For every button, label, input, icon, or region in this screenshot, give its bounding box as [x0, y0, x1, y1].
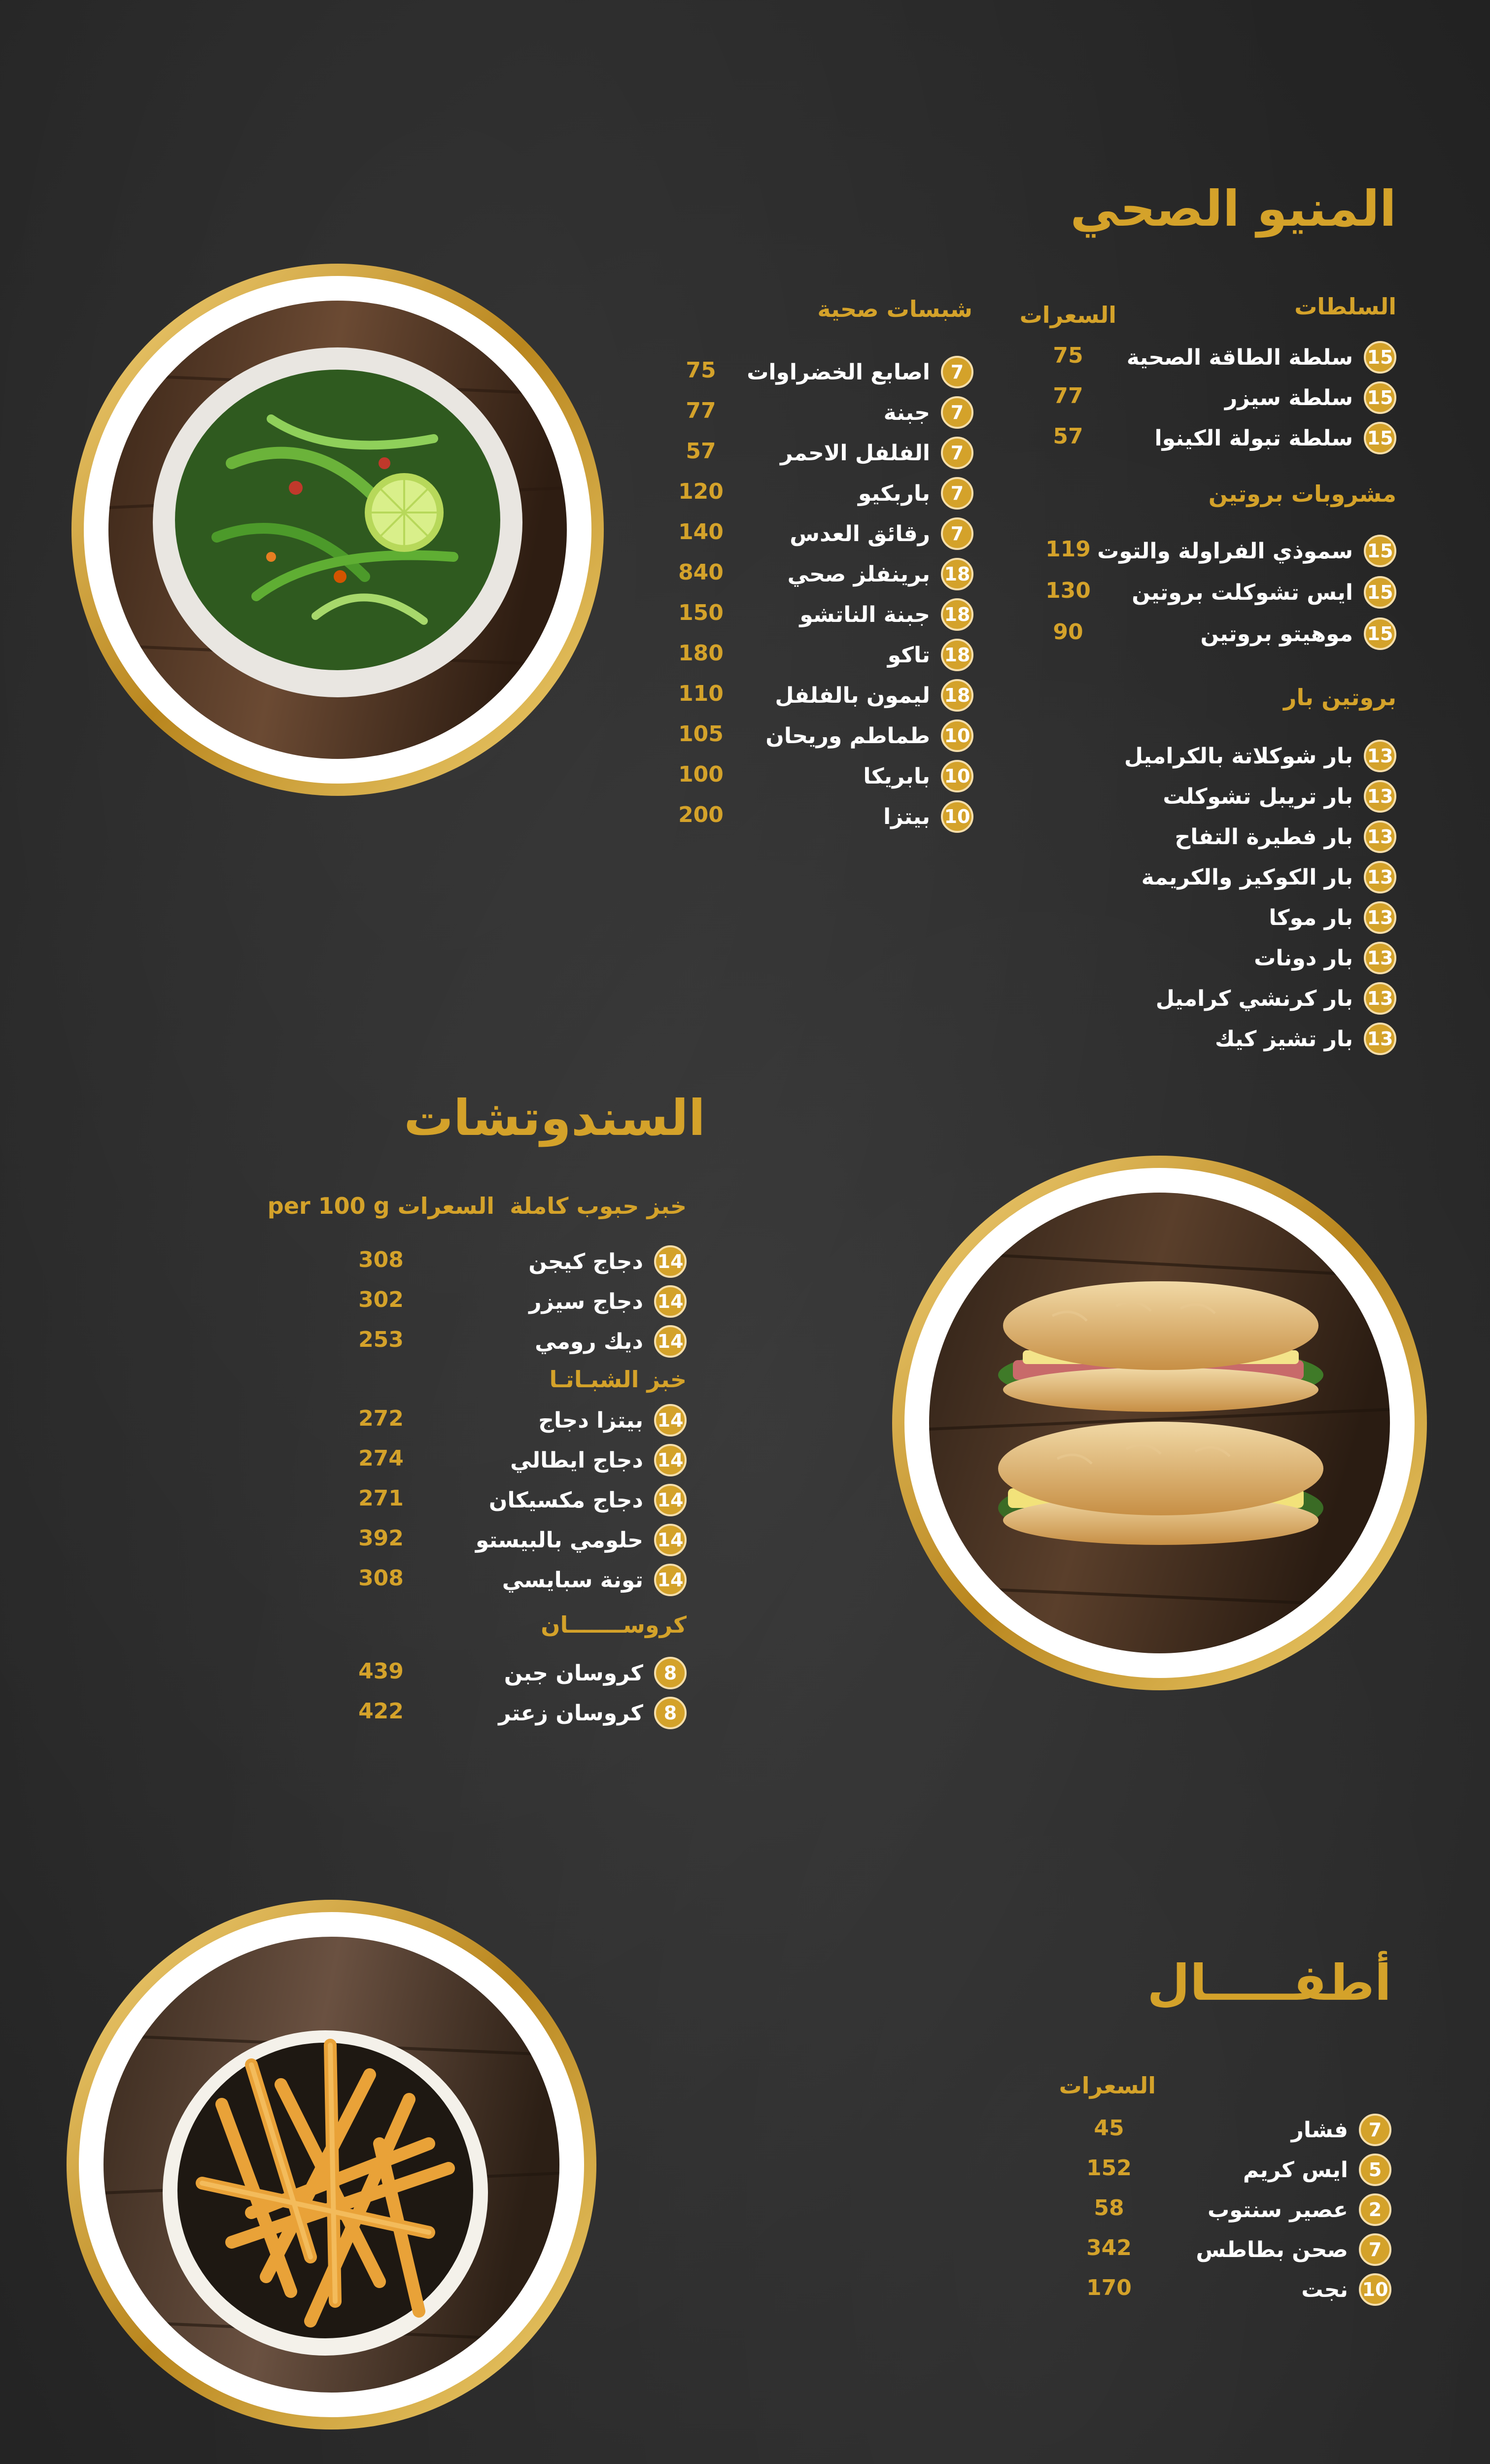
menu-item-name: ايس تشوكلت بروتين	[1132, 580, 1353, 605]
healthy-chips-heading: شبسات صحية	[817, 296, 972, 322]
menu-item	[1175, 820, 1396, 854]
salads-heading: السلطات	[1294, 293, 1396, 320]
menu-item	[498, 1696, 687, 1730]
calorie-badge: 7	[941, 477, 973, 510]
menu-item-name: سلطة سيزر	[1224, 385, 1353, 411]
menu-item	[1208, 2192, 1391, 2227]
calorie-badge: 10	[941, 800, 973, 833]
menu-item-name: بيتزا	[883, 804, 930, 829]
sandwich-prices-heading: السعرات per 100 g	[267, 1193, 494, 1219]
protein-drinks-heading: مشروبات بروتين	[1208, 480, 1396, 507]
calorie-badge: 10	[941, 760, 973, 792]
menu-item-price: 170	[1086, 2275, 1132, 2300]
menu-item	[538, 1403, 687, 1437]
calorie-badge: 7	[941, 517, 973, 550]
calorie-badge: 8	[654, 1697, 687, 1729]
menu-item-name: تونة سبايسي	[502, 1567, 643, 1593]
menu-item-price: 200	[678, 802, 724, 827]
menu-item-price: 57	[1053, 424, 1083, 449]
menu-item-price: 308	[358, 1247, 404, 1272]
menu-item-name: نجت	[1301, 2277, 1348, 2302]
menu-item	[1215, 1022, 1396, 1056]
menu-item-price: 120	[678, 479, 724, 504]
sandwiches-title: السندوتشات	[404, 1089, 705, 1147]
menu-item-name: تاكو	[887, 642, 930, 668]
menu-item-price: 45	[1094, 2116, 1124, 2141]
calorie-badge: 15	[1364, 535, 1396, 567]
whole-grain-heading: خبز حبوب كاملة	[510, 1193, 687, 1219]
calorie-badge: 5	[1359, 2154, 1391, 2186]
menu-item-price: 119	[1045, 537, 1091, 562]
calorie-badge: 7	[941, 437, 973, 469]
menu-item-price: 75	[1053, 343, 1083, 368]
calorie-badge: 10	[941, 719, 973, 752]
menu-item-name: ايس كريم	[1243, 2157, 1348, 2183]
calorie-badge: 13	[1364, 942, 1396, 974]
salad-bowl-image	[108, 301, 567, 759]
menu-item-price: 105	[678, 721, 724, 747]
kids-title: أطفـــــال	[1147, 1954, 1391, 2012]
menu-item	[489, 1483, 687, 1517]
fries-photo	[67, 1900, 596, 2430]
calorie-badge: 14	[654, 1285, 687, 1318]
menu-item	[1243, 2153, 1391, 2187]
croissant-heading: كروســـــــان	[541, 1611, 687, 1638]
menu-item-price: 130	[1045, 578, 1091, 603]
menu-item	[510, 1443, 687, 1477]
calorie-badge: 13	[1364, 1023, 1396, 1055]
menu-item	[535, 1324, 687, 1359]
menu-item-price: 274	[358, 1446, 404, 1471]
calorie-badge: 18	[941, 558, 973, 590]
sandwich-image	[929, 1193, 1390, 1653]
menu-item-name: برينفلز صحي	[787, 561, 930, 587]
calorie-badge: 13	[1364, 740, 1396, 772]
menu-item	[1142, 860, 1396, 894]
menu-item	[476, 1523, 687, 1557]
menu-item-name: بار الكوكيز والكريمة	[1141, 864, 1353, 890]
menu-item-price: 392	[358, 1526, 404, 1551]
protein-bars-heading: بروتين بار	[1283, 684, 1396, 711]
menu-item-price: 422	[358, 1699, 404, 1724]
menu-item-name: بار دونات	[1254, 945, 1353, 971]
menu-item	[1132, 575, 1396, 610]
menu-item	[1201, 616, 1396, 651]
menu-item-name: ديك رومي	[535, 1329, 643, 1354]
calorie-badge: 13	[1364, 982, 1396, 1015]
calorie-badge: 14	[654, 1444, 687, 1476]
menu-item	[788, 557, 973, 591]
calorie-badge: 15	[1364, 576, 1396, 609]
menu-item	[747, 355, 973, 389]
menu-item	[775, 678, 973, 713]
menu-item-name: حلومي بالبيستو	[475, 1527, 643, 1553]
menu-item-name: كروسان زعتر	[498, 1700, 643, 1726]
menu-item-price: 100	[678, 762, 724, 787]
calorie-badge: 18	[941, 679, 973, 712]
menu-item-name: دجاج مكسيكان	[488, 1487, 643, 1513]
menu-item-name: رقائق العدس	[790, 521, 930, 547]
calorie-badge: 2	[1359, 2193, 1391, 2226]
menu-item-name: عصير سنتوب	[1207, 2197, 1348, 2223]
menu-item-name: جبنة	[883, 400, 930, 425]
menu-item-name: بيتزا دجاج	[538, 1407, 643, 1433]
menu-item-price: 58	[1094, 2195, 1124, 2221]
calorie-badge: 14	[654, 1484, 687, 1516]
calorie-badge: 14	[654, 1245, 687, 1278]
menu-item-name: كروسان جبن	[504, 1660, 643, 1686]
fries-image	[104, 1937, 559, 2393]
menu-item	[1156, 981, 1396, 1016]
menu-item-price: 140	[678, 519, 724, 545]
calorie-badge: 13	[1364, 821, 1396, 853]
menu-item-name: الفلفل الاحمر	[780, 440, 930, 466]
menu-item-name: بابريكا	[863, 763, 930, 789]
menu-item	[1225, 380, 1396, 415]
kids-prices-heading: السعرات	[1059, 2072, 1156, 2099]
menu-item-name: بار تريبل تشوكلت	[1163, 784, 1353, 809]
menu-item	[1155, 421, 1396, 455]
salads-prices-heading: السعرات	[1019, 302, 1116, 328]
menu-item-name: بار شوكلاتة بالكراميل	[1124, 743, 1353, 769]
calorie-badge: 14	[654, 1564, 687, 1596]
menu-item-price: 840	[678, 560, 724, 585]
menu-item-name: دجاج ايطالي	[510, 1447, 643, 1473]
calorie-badge: 7	[1359, 2233, 1391, 2266]
menu-item	[1127, 340, 1396, 375]
menu-item	[765, 719, 973, 753]
menu-item	[1196, 2232, 1391, 2267]
calorie-badge: 15	[1364, 617, 1396, 650]
menu-item	[502, 1563, 687, 1597]
menu-item-price: 272	[358, 1406, 404, 1431]
calorie-badge: 13	[1364, 901, 1396, 934]
menu-item-price: 152	[1086, 2156, 1132, 2181]
menu-item	[780, 436, 973, 470]
menu-item-name: سلطة الطاقة الصحية	[1126, 344, 1353, 370]
menu-item-name: فشار	[1291, 2117, 1348, 2143]
menu-item-price: 180	[678, 641, 724, 666]
menu-item	[883, 799, 973, 834]
menu-item	[884, 395, 973, 430]
calorie-badge: 15	[1364, 341, 1396, 374]
calorie-badge: 13	[1364, 861, 1396, 893]
menu-item	[858, 476, 973, 511]
menu-item-price: 342	[1086, 2235, 1132, 2260]
calorie-badge: 13	[1364, 780, 1396, 813]
menu-item-price: 439	[358, 1659, 404, 1684]
menu-item	[1291, 2113, 1391, 2147]
menu-item-name: سموذي الفراولة والتوت	[1097, 538, 1353, 564]
menu-item-name: صحن بطاطس	[1196, 2237, 1348, 2262]
menu-item-name: بار كرنشي كراميل	[1155, 986, 1353, 1011]
calorie-badge: 18	[941, 639, 973, 671]
calorie-badge: 7	[1359, 2114, 1391, 2146]
menu-item-price: 77	[686, 398, 716, 423]
menu-item-name: جبنة الناتشو	[799, 602, 930, 627]
shabata-heading: خبز الشبـاتـا	[549, 1366, 687, 1393]
calorie-badge: 14	[654, 1524, 687, 1556]
calorie-badge: 7	[941, 396, 973, 429]
menu-item	[504, 1656, 687, 1690]
menu-item	[1124, 739, 1396, 773]
calorie-badge: 10	[1359, 2273, 1391, 2306]
menu-item	[1301, 2272, 1391, 2307]
menu-item-price: 302	[358, 1287, 404, 1312]
menu-item-price: 150	[678, 600, 724, 625]
menu-item	[1163, 779, 1396, 814]
calorie-badge: 8	[654, 1657, 687, 1689]
menu-item	[529, 1284, 687, 1319]
menu-item-price: 77	[1053, 383, 1083, 409]
menu-item	[888, 638, 973, 672]
menu-item-price: 57	[686, 439, 716, 464]
sandwich-photo	[892, 1156, 1427, 1690]
menu-item-name: بار تشيز كيك	[1214, 1026, 1353, 1052]
menu-item-price: 308	[358, 1566, 404, 1591]
menu-item-price: 90	[1053, 619, 1083, 645]
menu-item	[1254, 941, 1396, 975]
menu-item-name: دجاج سيزر	[529, 1289, 643, 1314]
menu-item-price: 271	[358, 1486, 404, 1511]
calorie-badge: 7	[941, 356, 973, 388]
calorie-badge: 14	[654, 1404, 687, 1437]
menu-item-name: بار موكا	[1269, 905, 1353, 930]
calorie-badge: 14	[654, 1325, 687, 1358]
calorie-badge: 18	[941, 598, 973, 631]
menu-item	[799, 597, 973, 632]
menu-item-price: 75	[686, 358, 716, 383]
healthy-menu-title: المنيو الصحي	[1070, 180, 1396, 238]
menu-item	[1097, 534, 1396, 568]
menu-item-price: 253	[358, 1327, 404, 1352]
menu-item	[1269, 900, 1396, 935]
calorie-badge: 15	[1364, 381, 1396, 414]
menu-item-name: طماطم وريحان	[765, 723, 930, 749]
menu-item-price: 110	[678, 681, 724, 706]
menu-item-name: بار فطيرة التفاح	[1175, 824, 1353, 850]
menu-item-name: دجاج كيجن	[528, 1249, 643, 1274]
menu-item-name: باربكيو	[858, 480, 930, 506]
menu-item-name: سلطة تبولة الكينوا	[1154, 425, 1353, 451]
menu-item-name: ليمون بالفلفل	[775, 683, 930, 708]
menu-item	[790, 516, 973, 551]
calorie-badge: 15	[1364, 422, 1396, 454]
menu-item	[528, 1244, 687, 1279]
salad-photo	[71, 264, 604, 796]
menu-item-name: اصابع الخضراوات	[747, 359, 930, 385]
menu-item	[863, 759, 973, 793]
menu-item-name: موهيتو بروتين	[1200, 621, 1353, 647]
